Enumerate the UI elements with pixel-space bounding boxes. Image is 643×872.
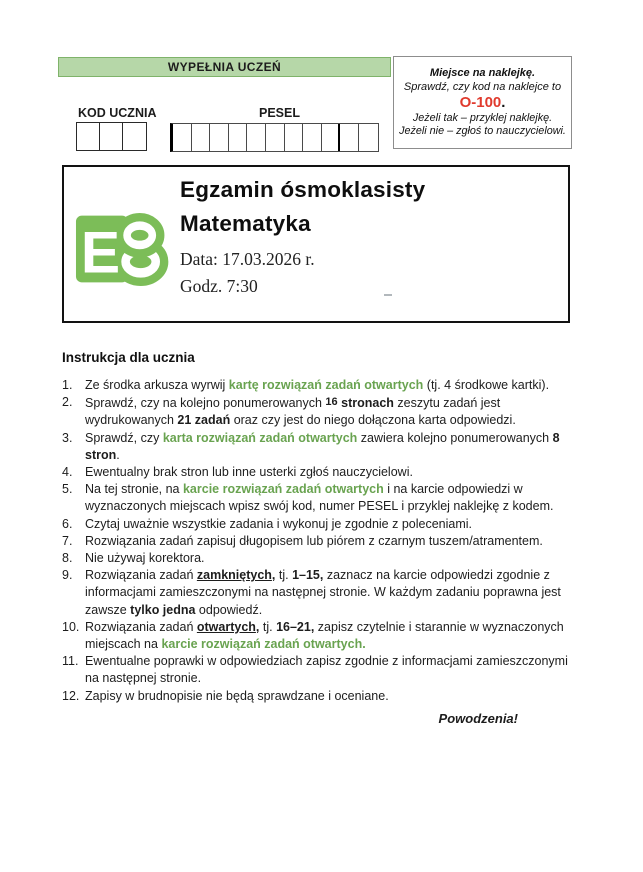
kod-cell [123,123,146,150]
instruction-text: Nie używaj korektora. [85,551,205,566]
pesel-label: PESEL [259,106,300,120]
instruction-text: Rozwiązania zadań zapisuj długopisem lub piórem z czarnym tuszem/atramentem. [85,533,543,548]
instruction-number: 8. [62,551,73,566]
instruction-number: 1. [62,378,73,392]
pesel-cell [247,124,266,151]
instruction-item [62,567,574,619]
closing-message: Powodzenia! [438,710,518,726]
sticker-yes-line: Jeżeli tak – przyklej naklejkę. [412,112,553,124]
exam-title-line2: Matematyka [180,211,311,236]
instruction-number: 10. [62,619,80,634]
pesel-cell [210,124,229,151]
sticker-code-suffix: . [501,94,506,111]
sticker-code-line [394,95,571,111]
instruction-item [62,619,574,653]
instruction-number: 2. [62,395,73,410]
instruction-text: Na tej stronie, na karcie rozwiązań zadań otwartych i na karcie odpowiedzi w wyznaczonych miejscach wpisz swój kod, numer PESEL i przyklej naklejkę z kodem. [85,482,554,514]
pesel-cell [285,124,304,151]
e8-logo [75,210,173,288]
instruction-text: Sprawdź, czy na kolejno ponumerowanych 16 stronach zeszytu zadań jest wydrukowanych 21 zadań oraz czy jest do niego dołączona karta odpowiedzi. [85,396,516,428]
instruction-number: 11. [62,654,79,669]
instruction-list [62,377,574,705]
instruction-item [62,516,574,533]
pesel-cell [303,124,322,151]
instruction-item [62,550,574,567]
instruction-item [62,533,574,550]
instruction-item [62,377,574,394]
instruction-number: 4. [62,465,73,480]
pesel-cell [192,124,211,151]
sticker-title: Miejsce na naklejkę. [429,67,536,79]
instruction-item [62,688,574,705]
instruction-number: 6. [62,516,73,531]
instruction-text: Ewentualny brak stron lub inne usterki zgłoś nauczycielowi. [85,465,413,480]
e8-logo-letter-e: E [80,220,121,286]
sticker-code: O-100 [459,94,502,111]
exam-header-box [62,165,570,323]
pesel-cell [322,124,341,151]
sticker-check-line: Sprawdź, czy kod na naklejce to [403,80,562,93]
pesel-cells [170,123,379,152]
pesel-cell [173,124,192,151]
exam-time: Godz. 7:30 [180,276,258,296]
sticker-no-line: Jeżeli nie – zgłoś to nauczycielowi. [399,125,566,137]
instruction-item [62,464,574,481]
instruction-text: Ze środka arkusza wyrwij kartę rozwiązań zadań otwartych (tj. 4 środkowe kartki). [85,378,550,392]
instruction-item [62,430,574,464]
instruction-text: Ewentualne poprawki w odpowiedziach zapisz zgodnie z informacjami zamieszczonymi na następnej stronie. [85,654,568,686]
student-fill-bar-label: WYPEŁNIA UCZEŃ [167,60,282,74]
scan-artifact-dash [384,294,392,296]
exam-title-block [180,173,425,300]
instruction-number: 7. [62,533,73,548]
instruction-number: 5. [62,482,73,497]
instruction-item [62,481,574,515]
student-fill-bar [58,57,391,77]
sticker-box [393,56,572,149]
instruction-text: Zapisy w brudnopisie nie będą sprawdzane i oceniane. [85,688,389,703]
kod-cell [100,123,123,150]
instructions-section [62,350,574,726]
instruction-text: Sprawdź, czy karta rozwiązań zadań otwartych zawiera kolejno ponumerowanych 8 stron. [85,430,560,462]
exam-date: Data: 17.03.2026 r. [180,249,315,269]
instruction-item [62,394,574,429]
instruction-text: Rozwiązania zadań zamkniętych, tj. 1–15, zaznacz na karcie odpowiedzi zgodnie z informacjami zamieszczonymi na następnej stronie. W każdym zadaniu poprawna jest zawsze tylko jedna odpowiedź. [85,568,561,617]
kod-cells [76,122,147,151]
instruction-number: 12. [62,688,80,703]
pesel-cell [359,124,378,151]
instruction-text: Rozwiązania zadań otwartych, tj. 16–21, zapisz czytelnie i starannie w wyznaczonych miejscach na karcie rozwiązań zadań otwartych. [85,619,564,652]
instruction-item [62,653,574,687]
instruction-text: Czytaj uważnie wszystkie zadania i wykonuj je zgodnie z poleceniami. [85,516,472,531]
kod-ucznia-label: KOD UCZNIA [78,106,157,120]
pesel-cell [229,124,248,151]
pesel-cell [340,124,359,151]
exam-title-line1: Egzamin ósmoklasisty [180,177,426,202]
pesel-cell [266,124,285,151]
instructions-heading: Instrukcja dla ucznia [62,350,195,365]
kod-cell [77,123,100,150]
instruction-number: 9. [62,568,73,583]
instruction-number: 3. [62,430,73,445]
